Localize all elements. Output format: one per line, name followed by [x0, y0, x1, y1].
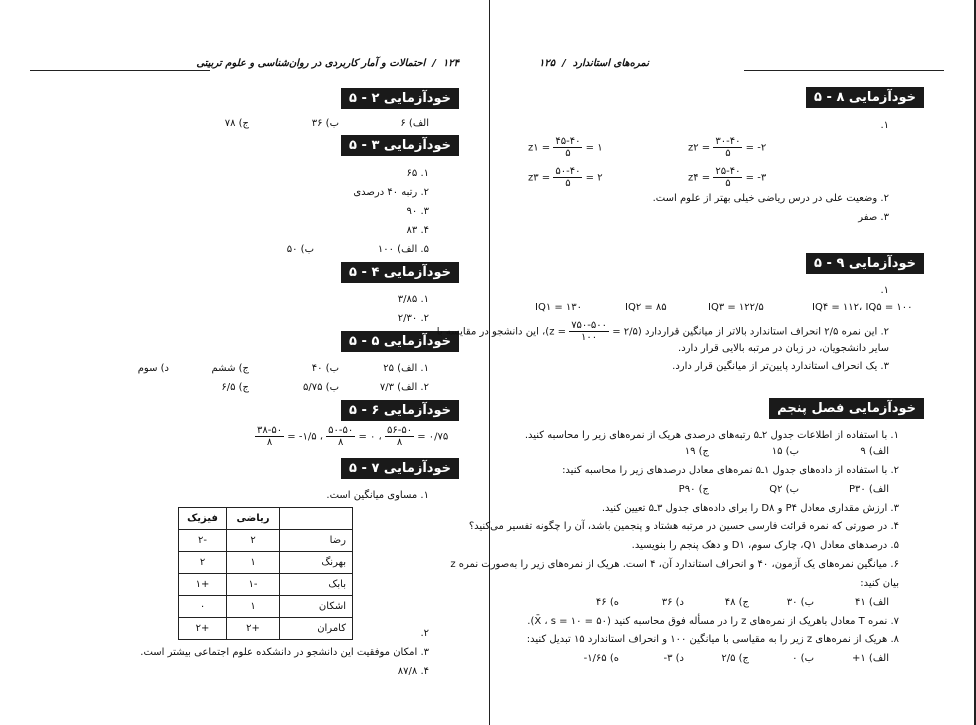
- question-8-opt-a: الف) ۱+: [851, 653, 889, 664]
- answer-5-2a: ۲. الف) ۷/۳: [379, 382, 429, 393]
- answer-3-5a: ۵. الف) ۱۰۰: [377, 244, 429, 255]
- section-title-5-5: خودآزمایی ۵ - ۵: [341, 331, 459, 352]
- iq-3: IQ۳ = ۱۲۲/۵: [708, 302, 764, 313]
- answer-3-1: ۱. ۶۵: [406, 168, 429, 179]
- answer-9-2-fraction: $\frac{۷۵۰-۵۰۰}{۱۰۰}$: [571, 320, 608, 343]
- table-cell: +۱: [179, 574, 227, 596]
- table-cell: ۲: [227, 530, 280, 552]
- table-cell: -۱: [227, 574, 280, 596]
- table-cell: ۱: [227, 552, 280, 574]
- z1-equation: z۱ = $\frac{۴۵-۴۰}{۵}$ = ۱: [528, 136, 603, 159]
- section-title-5-4: خودآزمایی ۴ - ۵: [341, 262, 459, 283]
- question-6-opt-e: ه) ۴۶: [595, 597, 619, 608]
- table-cell: بابک: [280, 574, 353, 596]
- left-page-number: ۱۲۴: [442, 58, 459, 69]
- table-cell: بهرنگ: [280, 552, 353, 574]
- chapter-5-self-test-title: خودآزمایی فصل پنجم: [769, 398, 924, 419]
- section-title-5-9: خودآزمایی ۹ - ۵: [806, 253, 924, 274]
- answer-8-1: ۱.: [880, 120, 889, 131]
- answer-2-c: ج) ۷۸: [224, 118, 249, 129]
- answer-5-1c: ج) ششم: [211, 363, 249, 374]
- answer-9-1: ۱.: [880, 285, 889, 296]
- table-cell: ۰: [179, 596, 227, 618]
- answer-5-1b: ب) ۴۰: [311, 363, 339, 374]
- question-2-opt-b: ب) Q۲: [769, 484, 799, 495]
- table-cell: کامران: [280, 618, 353, 640]
- answer-9-2-line1: ۲. این نمره ۲/۵ انحراف استاندارد بالاتر از میانگین قراردارد (۲/۵ = $\frac{۷۵۰-۵۰۰}{۱۰۰}$ = z)، این دانشجو در مقایسه با: [436, 320, 889, 343]
- question-8: ۸. هریک از نمره‌های z زیر را به مقیاسی با میانگین ۱۰۰ و انحراف استاندارد ۱۵ تبدیل کنید:: [526, 634, 899, 645]
- section-title-5-6: خودآزمایی ۶ - ۵: [341, 400, 459, 421]
- z4-fraction: $\frac{۲۵-۴۰}{۵}$: [715, 166, 741, 189]
- score-table: [178, 507, 353, 640]
- question-2-opt-a: الف) P۳۰: [848, 484, 889, 495]
- answer-3-2: ۲. رتبه ۴۰ درصدی: [353, 187, 429, 198]
- z3-fraction: $\frac{۵۰-۴۰}{۵}$: [555, 166, 581, 189]
- table-row: [179, 596, 353, 618]
- fraction-1: $\frac{۳۸-۵۰}{۸}$: [257, 425, 283, 448]
- answer-7-3: ۳. امکان موفقیت این دانشجو در دانشکده علوم اجتماعی بیشتر است.: [140, 647, 429, 658]
- z4-equation: z۴ = $\frac{۲۵-۴۰}{۵}$ = -۳: [688, 166, 767, 189]
- question-2: ۲. با استفاده از داده‌های جدول ۱ـ۵ نمره‌های معادل درصدهای زیر را محاسبه کنید:: [562, 465, 899, 476]
- table-cell: +۲: [227, 618, 280, 640]
- answer-4-2: ۲. ۲/۳۰: [397, 313, 429, 324]
- answer-9-2-line2: سایر دانشجویان، در زبان در مرتبه بالایی قرار دارد.: [678, 343, 889, 354]
- table-cell: اشکان: [280, 596, 353, 618]
- answer-7-2: ۲.: [420, 628, 429, 639]
- left-header-rule: [30, 70, 210, 71]
- z2-equation: z۲ = $\frac{۳۰-۴۰}{۵}$ = -۲: [688, 136, 767, 159]
- table-row: [179, 530, 353, 552]
- table-header-cell: [280, 508, 353, 530]
- question-6-opt-c: ج) ۴۸: [724, 597, 749, 608]
- table-row: [179, 574, 353, 596]
- question-6-opt-d: د) ۳۶: [661, 597, 684, 608]
- answer-7-1: ۱. مساوی میانگین است.: [326, 490, 429, 501]
- question-2-opt-c: ج) P۹۰: [678, 484, 709, 495]
- left-header-title: احتمالات و آمار کاربردی در روان‌شناسی و علوم تربیتی: [196, 58, 426, 69]
- table-cell: -۲: [179, 530, 227, 552]
- answer-8-3: ۳. صفر: [858, 212, 889, 223]
- question-1-opt-c: ج) ۱۹: [684, 446, 709, 457]
- answer-3-3: ۳. ۹۰: [406, 206, 429, 217]
- question-8-opt-d: د) ۳-: [663, 653, 684, 664]
- table-cell: +۲: [179, 618, 227, 640]
- question-6-line1: ۶. میانگین نمره‌های یک آزمون، ۴۰ و انحراف استاندارد آن، ۴ است. هریک از نمره‌های زیر را به‌صورت نمره z: [450, 559, 899, 570]
- answer-3-5b: ب) ۵۰: [286, 244, 314, 255]
- question-4: ۴. در صورتی که نمره قرائت فارسی حسین در مرتبه هشتاد و پنجمین باشد، آن را چگونه تفسیر می‌کنید؟: [468, 521, 899, 532]
- right-header-rule: [744, 70, 944, 71]
- question-8-opt-c: ج) ۲/۵: [721, 653, 749, 664]
- question-7: ۷. نمره T معادل باهریک از نمره‌های z را در مسأله فوق محاسبه کنید (۵۰ = X̄ ، s = ۱۰).: [527, 616, 899, 627]
- right-header-title: نمره‌های استاندارد: [572, 58, 649, 69]
- fraction-3: $\frac{۵۶-۵۰}{۸}$: [386, 425, 413, 448]
- answer-2-b: ب) ۳۶: [311, 118, 339, 129]
- answer-8-2: ۲. وضعیت علی در درس ریاضی خیلی بهتر از علوم است.: [652, 193, 889, 204]
- iq-1: IQ۱ = ۱۳۰: [535, 302, 583, 313]
- answer-6-fractions: $\frac{۳۸-۵۰}{۸}$ = -۱/۵ ، $\frac{۵۰-۵۰}{۸}$ = ۰ ، $\frac{۵۶-۵۰}{۸}$ = ۰/۷۵: [257, 425, 449, 448]
- left-header: ۱۲۴ / احتمالات و آمار کاربردی در روان‌شناسی و علوم تربیتی: [196, 58, 459, 69]
- table-row: [179, 552, 353, 574]
- z1-fraction: $\frac{۴۵-۴۰}{۵}$: [555, 136, 581, 159]
- question-6-line2: بیان کنید:: [860, 578, 899, 589]
- table-header-cell: فیزیک: [179, 508, 227, 530]
- question-6-opt-b: ب) ۳۰: [786, 597, 814, 608]
- question-1-opt-a: الف) ۹: [860, 446, 889, 457]
- section-title-5-2: خودآزمایی ۲ - ۵: [341, 88, 459, 109]
- fraction-2: $\frac{۵۰-۵۰}{۸}$: [328, 425, 354, 448]
- table-cell: ۱: [227, 596, 280, 618]
- iq-2: IQ۲ = ۸۵: [625, 302, 667, 313]
- question-8-opt-e: ه) ۱/۶۵-: [583, 653, 619, 664]
- question-6-opt-a: الف) ۴۱: [854, 597, 889, 608]
- table-row: [179, 618, 353, 640]
- section-title-5-8: خودآزمایی ۸ - ۵: [806, 87, 924, 108]
- question-1: ۱. با استفاده از اطلاعات جدول ۲ـ۵ رتبه‌های درصدی هریک از نمره‌های زیر را محاسبه کنید.: [524, 430, 899, 441]
- question-1-opt-b: ب) ۱۵: [771, 446, 799, 457]
- z2-fraction: $\frac{۳۰-۴۰}{۵}$: [715, 136, 741, 159]
- answer-5-2b: ب) ۵/۷۵: [303, 382, 339, 393]
- right-page-number: ۱۲۵: [539, 58, 556, 69]
- z3-equation: z۳ = $\frac{۵۰-۴۰}{۵}$ = ۲: [528, 166, 603, 189]
- question-8-opt-b: ب) ۰: [792, 653, 814, 664]
- table-header-row: [179, 508, 353, 530]
- question-3: ۳. ارزش مقداری معادل P۴ و D۸ را برای داده‌های جدول ۳ـ۵ تعیین کنید.: [601, 503, 899, 514]
- table-header-cell: ریاضی: [227, 508, 280, 530]
- table-cell: ۲: [179, 552, 227, 574]
- right-header: نمره‌های استاندارد / ۱۲۵: [539, 58, 649, 69]
- answer-3-4: ۴. ۸۳: [406, 225, 429, 236]
- answer-5-2c: ج) ۶/۵: [221, 382, 249, 393]
- question-5: ۵. درصدهای معادل Q۱، چارک سوم، D۱ و دهک پنجم را بنویسید.: [631, 540, 899, 551]
- answer-2-a: الف) ۶: [400, 118, 429, 129]
- table-cell: رضا: [280, 530, 353, 552]
- answer-5-1d: د) سوم: [137, 363, 169, 374]
- section-title-5-7: خودآزمایی ۷ - ۵: [341, 458, 459, 479]
- answer-5-1a: ۱. الف) ۲۵: [383, 363, 429, 374]
- answer-7-4: ۴. ۸۷/۸: [397, 666, 429, 677]
- answer-4-1: ۱. ۳/۸۵: [397, 294, 429, 305]
- answer-9-3: ۳. یک انحراف استاندارد پایین‌تر از میانگین قرار دارد.: [672, 361, 889, 372]
- section-title-5-3: خودآزمایی ۳ - ۵: [341, 135, 459, 156]
- iq-4-5: IQ۴ = ۱۱۲، IQ۵ = ۱۰۰: [812, 302, 913, 313]
